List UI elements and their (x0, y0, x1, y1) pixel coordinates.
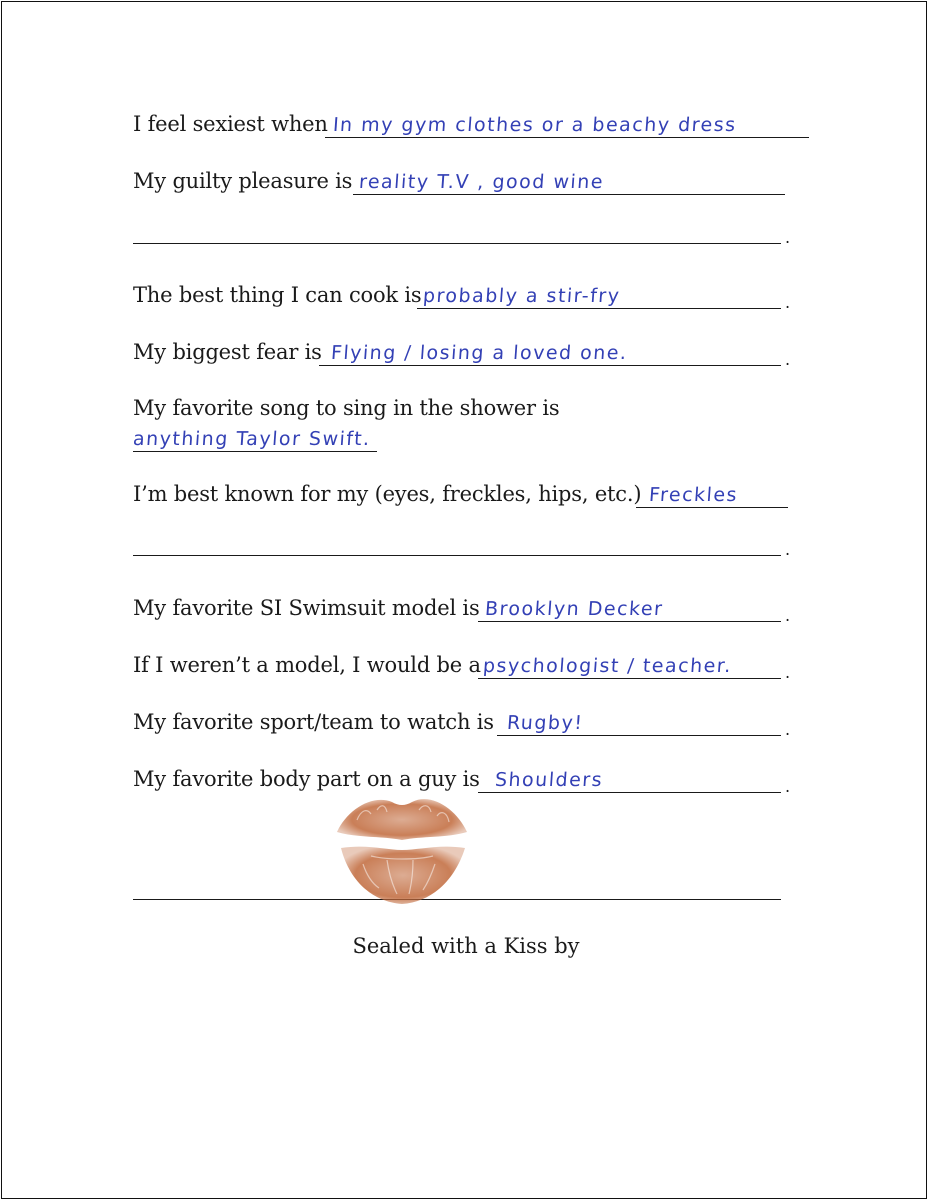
answer-blank (478, 621, 781, 622)
continuation-line (133, 208, 793, 248)
question-guilty-pleasure (133, 159, 793, 199)
handwritten-answer: Freckles (648, 484, 739, 506)
period-mark: . (785, 350, 791, 369)
period-mark: . (785, 663, 791, 682)
questionnaire-page (1, 1, 927, 1199)
prompt-text: My favorite sport/team to watch is (133, 710, 494, 734)
period-mark: . (785, 228, 791, 247)
answer-blank (497, 735, 781, 736)
period-mark: . (785, 720, 791, 739)
handwritten-answer: Flying / losing a loved one. (330, 342, 629, 364)
continuation-line (133, 520, 793, 560)
prompt-text: My favorite song to sing in the shower is (133, 396, 560, 420)
handwritten-answer: In my gym clothes or a beachy dress (332, 114, 738, 136)
question-sport-team (133, 700, 793, 740)
question-sexiest (133, 102, 793, 142)
answer-blank (636, 507, 788, 508)
answer-blank (478, 792, 781, 793)
question-best-known (133, 472, 793, 512)
handwritten-answer: probably a stir-fry (422, 285, 622, 307)
handwritten-answer: Rugby! (506, 712, 585, 734)
answer-blank (133, 243, 781, 244)
question-if-not-model (133, 643, 793, 683)
period-mark: . (785, 777, 791, 796)
sealed-with-kiss-caption: Sealed with a Kiss by (352, 934, 580, 958)
prompt-text: I feel sexiest when (133, 112, 328, 136)
handwritten-answer: reality T.V , good wine (358, 171, 605, 193)
prompt-text: I’m best known for my (eyes, freckles, hips, etc.) (133, 482, 642, 506)
handwritten-answer: psychologist / teacher. (482, 655, 733, 677)
prompt-text: My favorite body part on a guy is (133, 767, 480, 791)
handwritten-answer: Brooklyn Decker (484, 598, 665, 620)
question-si-model (133, 586, 793, 626)
period-mark: . (785, 606, 791, 625)
answer-blank (353, 194, 785, 195)
question-best-cook (133, 273, 793, 313)
prompt-text: The best thing I can cook is (133, 283, 422, 307)
answer-blank (478, 678, 781, 679)
answer-blank (325, 137, 809, 138)
answer-blank (133, 555, 781, 556)
question-biggest-fear (133, 330, 793, 370)
prompt-text: My biggest fear is (133, 340, 322, 364)
handwritten-answer: Shoulders (494, 769, 604, 791)
answer-blank (133, 451, 377, 452)
question-shower-song-answer (133, 416, 793, 456)
answer-blank (417, 308, 781, 309)
prompt-text: My favorite SI Swimsuit model is (133, 596, 480, 620)
prompt-text: If I weren’t a model, I would be a (133, 653, 481, 677)
handwritten-answer: anything Taylor Swift. (132, 428, 372, 450)
answer-blank (319, 365, 781, 366)
prompt-text: My guilty pleasure is (133, 169, 353, 193)
period-mark: . (785, 540, 791, 559)
period-mark: . (785, 293, 791, 312)
lipstick-kiss-mark (327, 780, 477, 910)
